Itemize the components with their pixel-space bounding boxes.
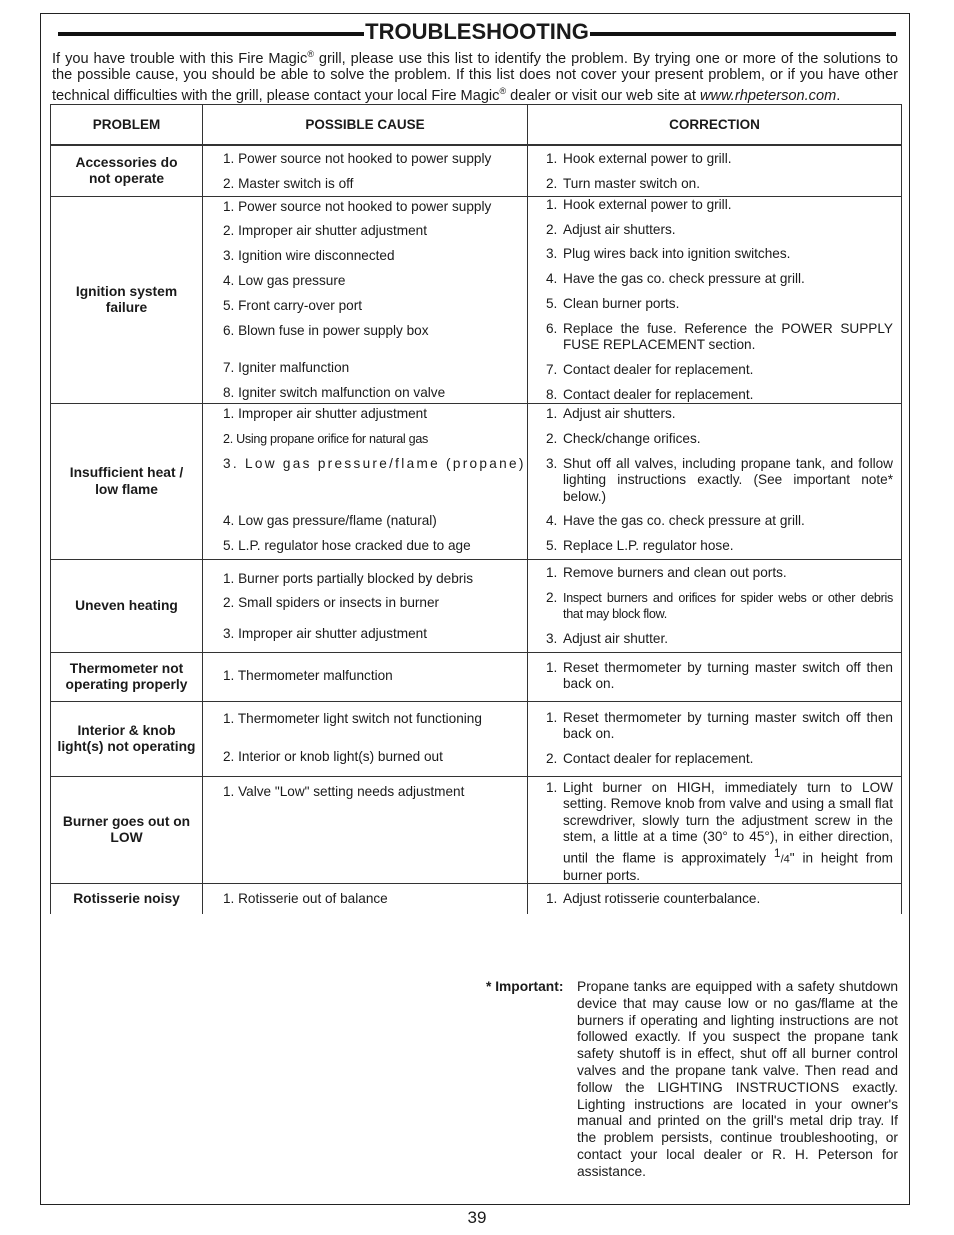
correction-item (528, 456, 901, 505)
title-rule-left (58, 32, 364, 36)
correction-number: 2. (546, 751, 558, 766)
correction-number: 5. (546, 296, 558, 311)
table-row (51, 560, 902, 653)
correction-item (528, 271, 901, 287)
correction-cell (528, 560, 902, 653)
correction-text: Replace L.P. regulator hose. (563, 538, 734, 553)
correction-number: 1. (546, 565, 558, 580)
correction-item (528, 176, 901, 192)
cause-item: 1. Valve "Low" setting needs adjustment (223, 784, 465, 799)
correction-number: 1. (546, 406, 558, 421)
correction-item (528, 751, 901, 767)
problem-cell: Interior & knob light(s) not operating (51, 702, 203, 777)
cause-cell (203, 653, 528, 702)
cause-item: 1. Power source not hooked to power supply (223, 151, 492, 166)
cause-item: 2. Master switch is off (223, 176, 354, 191)
correction-item (528, 222, 901, 238)
correction-text: Hook external power to grill. (563, 151, 732, 166)
column-header-possible-cause: POSSIBLE CAUSE (203, 105, 528, 146)
correction-item (528, 565, 901, 581)
problem-cell: Accessories do not operate (51, 145, 203, 197)
correction-item (528, 660, 901, 693)
table-row (51, 404, 902, 560)
cause-item: 4. Low gas pressure (223, 273, 346, 288)
correction-text: Have the gas co. check pressure at grill. (563, 513, 805, 528)
cause-item: 2. Improper air shutter adjustment (223, 223, 427, 238)
problem-cell: Burner goes out on LOW (51, 777, 203, 884)
correction-text: Remove burners and clean out ports. (563, 565, 787, 580)
correction-item (528, 321, 901, 354)
table-row (51, 197, 902, 404)
correction-cell (528, 653, 902, 702)
correction-number: 2. (546, 590, 558, 605)
table-row (51, 884, 902, 915)
cause-item: 3. Ignition wire disconnected (223, 248, 395, 263)
title-rule-right (590, 32, 896, 36)
correction-item (528, 780, 901, 884)
intro-paragraph (52, 46, 898, 105)
correction-item (528, 631, 901, 647)
correction-number: 3. (546, 631, 558, 646)
correction-text: Have the gas co. check pressure at grill. (563, 271, 805, 286)
correction-cell (528, 884, 902, 915)
correction-text: Adjust air shutter. (563, 631, 669, 646)
cause-item: 1. Thermometer light switch not functioning (223, 711, 482, 726)
correction-item (528, 590, 901, 623)
correction-text: Hook external power to grill. (563, 197, 732, 212)
correction-text: Reset thermometer by turning master switch off then back on. (563, 710, 893, 742)
problem-cell: Thermometer not operating properly (51, 653, 203, 702)
correction-text: Turn master switch on. (563, 176, 700, 191)
fraction-denominator: /4 (780, 853, 790, 866)
important-note: Propane tanks are equipped with a safety shutdown device that may cause low or no gas/flame at the burners if operating and lighting instructions are not followed exactly. If you suspect the propane tank safety shutoff is in effect, shut off all burner control valves and the propane tank valve. Then read and follow the LIGHTING INSTRUCTIONS exactly. Lighting instructions are located in your owner's manual and printed on the grill's metal drip tray. If the problem persists, continue troubleshooting, or contact your local dealer or R. H. Peterson for assistance. (577, 979, 898, 1179)
cause-item: 6. Blown fuse in power supply box (223, 323, 429, 338)
correction-text-part: " in height from burner ports. (563, 850, 893, 884)
correction-item (528, 406, 901, 422)
correction-number: 3. (546, 456, 558, 471)
correction-item (528, 246, 901, 262)
intro-text-2: grill, please use this list to identify the problem. By trying one or more of the solutions to the possible cause, you should be able to solve the problem. If this list does not cover your present problem, or if you have other technical difficulties with the grill, please contact your local Fire Magic (52, 50, 898, 105)
cause-cell (203, 702, 528, 777)
cause-item: 1. Rotisserie out of balance (223, 891, 388, 906)
cause-item: 1. Improper air shutter adjustment (223, 406, 427, 421)
problem-cell: Insufficient heat / low flame (51, 404, 203, 560)
cause-item: 3. Improper air shutter adjustment (223, 626, 427, 641)
intro-text-3: dealer or visit our web site at (506, 88, 700, 105)
cause-item: 1. Burner ports partially blocked by debris (223, 571, 474, 586)
cause-item: 2. Using propane orifice for natural gas (223, 432, 429, 446)
table-row (51, 702, 902, 777)
correction-item (528, 538, 901, 554)
cause-cell (203, 560, 528, 653)
correction-text: Contact dealer for replacement. (563, 387, 754, 402)
page-title: TROUBLESHOOTING (365, 19, 589, 44)
correction-text: Adjust air shutters. (563, 406, 676, 421)
table-header-row (51, 105, 902, 146)
correction-text: Clean burner ports. (563, 296, 680, 311)
intro-text-1: If you have trouble with this Fire Magic (52, 50, 308, 67)
correction-number: 4. (546, 271, 558, 286)
correction-number: 2. (546, 431, 558, 446)
correction-item (528, 431, 901, 447)
correction-number: 4. (546, 513, 558, 528)
correction-number: 8. (546, 387, 558, 402)
troubleshooting-table (50, 104, 902, 914)
problem-cell: Rotisserie noisy (51, 884, 203, 915)
cause-item: 1. Power source not hooked to power supply (223, 199, 492, 214)
cause-cell (203, 197, 528, 404)
fraction-numerator: 1 (773, 846, 781, 861)
correction-cell (528, 404, 902, 560)
correction-item (528, 387, 901, 403)
cause-item: 4. Low gas pressure/flame (natural) (223, 513, 437, 528)
table-row (51, 145, 902, 197)
cause-item: 3. Low gas pressure/flame (propane) (223, 456, 526, 471)
correction-text: Inspect burners and orifices for spider webs or other debris that may block flow. (563, 591, 893, 622)
problem-cell: Ignition system failure (51, 197, 203, 404)
correction-text: Adjust rotisserie counterbalance. (563, 891, 761, 906)
cause-item: 7. Igniter malfunction (223, 360, 350, 375)
correction-number: 1. (546, 780, 558, 795)
correction-cell (528, 197, 902, 404)
cause-cell (203, 145, 528, 197)
correction-cell (528, 702, 902, 777)
correction-number: 1. (546, 891, 558, 906)
correction-item (528, 513, 901, 529)
correction-number: 1. (546, 710, 558, 725)
cause-item: 8. Igniter switch malfunction on valve (223, 385, 446, 400)
correction-number: 1. (546, 660, 558, 675)
correction-cell (528, 145, 902, 197)
cause-cell (203, 404, 528, 560)
correction-number: 1. (546, 151, 558, 166)
correction-item (528, 151, 901, 167)
important-label: * Important: (486, 979, 564, 994)
correction-item (528, 197, 901, 213)
correction-item (528, 710, 901, 743)
cause-cell (203, 777, 528, 884)
cause-item: 2. Small spiders or insects in burner (223, 595, 440, 610)
correction-text (563, 780, 893, 884)
table-row (51, 653, 902, 702)
intro-end: . (836, 88, 841, 105)
page-number: 39 (467, 1208, 487, 1227)
website-link[interactable]: www.rhpeterson.com (699, 88, 837, 105)
registered-mark: ® (499, 86, 507, 97)
correction-text-part: Light burner on HIGH, immediately turn to LOW setting. Remove knob from valve and using a small flat screwdriver, slowly turn the adjustment screw in the stem, a little at a time (30° to 45°), in either direction, until the flame is approximately (563, 780, 893, 866)
correction-item (528, 296, 901, 312)
title-row (58, 18, 896, 46)
correction-number: 6. (546, 321, 558, 336)
correction-text: Adjust air shutters. (563, 222, 676, 237)
column-header-correction: CORRECTION (528, 105, 902, 146)
correction-text: Shut off all valves, including propane tank, and follow lighting instructions exactly. (See important note* below.) (563, 456, 893, 504)
cause-item: 1. Thermometer malfunction (223, 668, 393, 683)
correction-number: 7. (546, 362, 558, 377)
cause-item: 5. Front carry-over port (223, 298, 362, 313)
correction-number: 3. (546, 246, 558, 261)
correction-item (528, 891, 901, 907)
correction-text: Reset thermometer by turning master switch off then back on. (563, 660, 893, 692)
correction-text: Contact dealer for replacement. (563, 362, 754, 377)
problem-cell: Uneven heating (51, 560, 203, 653)
correction-text: Contact dealer for replacement. (563, 751, 754, 766)
cause-item: 2. Interior or knob light(s) burned out (223, 749, 443, 764)
correction-text: Plug wires back into ignition switches. (563, 246, 791, 261)
correction-number: 2. (546, 222, 558, 237)
correction-text: Replace the fuse. Reference the POWER SUPPLY FUSE REPLACEMENT section. (563, 321, 893, 353)
correction-number: 1. (546, 197, 558, 212)
cause-item: 5. L.P. regulator hose cracked due to age (223, 538, 471, 553)
correction-number: 5. (546, 538, 558, 553)
correction-number: 2. (546, 176, 558, 191)
correction-text: Check/change orifices. (563, 431, 701, 446)
column-header-problem: PROBLEM (51, 105, 203, 146)
correction-cell (528, 777, 902, 884)
registered-mark: ® (307, 49, 314, 59)
cause-cell (203, 884, 528, 915)
table-row (51, 777, 902, 884)
correction-item (528, 362, 901, 378)
